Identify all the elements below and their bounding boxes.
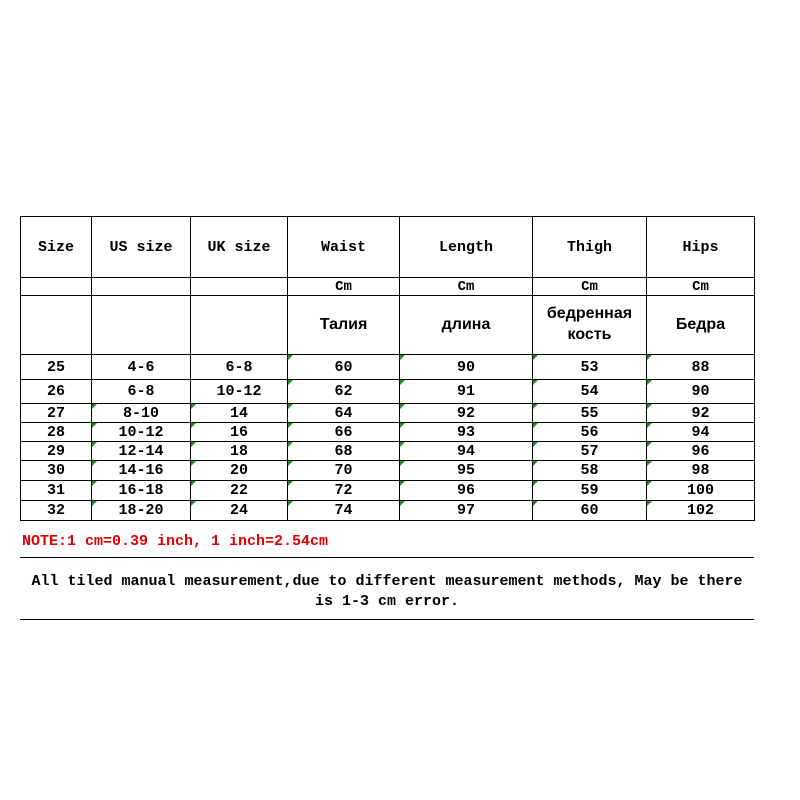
- table-row: [21, 481, 755, 501]
- cell-thigh: 57: [533, 442, 647, 461]
- cell-hips: 102: [647, 501, 755, 521]
- cell-size: 32: [21, 501, 92, 521]
- unit-waist: Cm: [288, 278, 400, 296]
- cell-us-size: 10-12: [92, 423, 191, 442]
- cell-length: 91: [400, 380, 533, 404]
- cell-thigh: 56: [533, 423, 647, 442]
- cell-size: 25: [21, 355, 92, 380]
- cell-waist: 60: [288, 355, 400, 380]
- cell-hips: 88: [647, 355, 755, 380]
- header-row: [21, 217, 755, 278]
- cell-length: 90: [400, 355, 533, 380]
- ru-label-hips: Бедра: [647, 296, 755, 355]
- cell-length: 92: [400, 404, 533, 423]
- cell-uk-size: 10-12: [191, 380, 288, 404]
- cell-us-size: 18-20: [92, 501, 191, 521]
- conversion-note: NOTE:1 cm=0.39 inch, 1 inch=2.54cm: [22, 533, 329, 550]
- ru-label-uk-size: [191, 296, 288, 355]
- cell-thigh: 60: [533, 501, 647, 521]
- cell-hips: 98: [647, 461, 755, 481]
- divider-top: [20, 557, 754, 558]
- cell-hips: 100: [647, 481, 755, 501]
- ru-label-length: длина: [400, 296, 533, 355]
- ru-label-thigh: бедренная кость: [533, 296, 647, 355]
- unit-us-size: [92, 278, 191, 296]
- header-size: Size: [21, 217, 92, 278]
- cell-hips: 96: [647, 442, 755, 461]
- cell-waist: 68: [288, 442, 400, 461]
- cell-us-size: 4-6: [92, 355, 191, 380]
- cell-us-size: 6-8: [92, 380, 191, 404]
- unit-hips: Cm: [647, 278, 755, 296]
- unit-thigh: Cm: [533, 278, 647, 296]
- cell-waist: 64: [288, 404, 400, 423]
- table-row: [21, 423, 755, 442]
- ru-label-us-size: [92, 296, 191, 355]
- cell-hips: 94: [647, 423, 755, 442]
- size-chart-table: [20, 216, 755, 521]
- cell-uk-size: 18: [191, 442, 288, 461]
- cell-uk-size: 24: [191, 501, 288, 521]
- cell-uk-size: 14: [191, 404, 288, 423]
- header-us-size: US size: [92, 217, 191, 278]
- unit-length: Cm: [400, 278, 533, 296]
- ru-label-size: [21, 296, 92, 355]
- cell-size: 31: [21, 481, 92, 501]
- cell-waist: 70: [288, 461, 400, 481]
- header-thigh: Thigh: [533, 217, 647, 278]
- table-row: [21, 501, 755, 521]
- cell-length: 94: [400, 442, 533, 461]
- cell-thigh: 58: [533, 461, 647, 481]
- unit-row: [21, 278, 755, 296]
- cell-uk-size: 20: [191, 461, 288, 481]
- measurement-disclaimer: All tiled manual measurement,due to different measurement methods, May be there is 1-3 cm error.: [31, 573, 743, 610]
- header-hips: Hips: [647, 217, 755, 278]
- unit-uk-size: [191, 278, 288, 296]
- cell-waist: 66: [288, 423, 400, 442]
- cell-uk-size: 16: [191, 423, 288, 442]
- ru-label-waist: Талия: [288, 296, 400, 355]
- cell-size: 30: [21, 461, 92, 481]
- cell-us-size: 14-16: [92, 461, 191, 481]
- cell-length: 95: [400, 461, 533, 481]
- cell-us-size: 8-10: [92, 404, 191, 423]
- cell-size: 26: [21, 380, 92, 404]
- unit-size: [21, 278, 92, 296]
- cell-hips: 90: [647, 380, 755, 404]
- divider-bottom: [20, 619, 754, 620]
- header-uk-size: UK size: [191, 217, 288, 278]
- table-row: [21, 442, 755, 461]
- cell-waist: 72: [288, 481, 400, 501]
- cell-uk-size: 22: [191, 481, 288, 501]
- table-row: [21, 380, 755, 404]
- cell-thigh: 55: [533, 404, 647, 423]
- cell-thigh: 54: [533, 380, 647, 404]
- cell-waist: 62: [288, 380, 400, 404]
- header-length: Length: [400, 217, 533, 278]
- cell-size: 28: [21, 423, 92, 442]
- header-waist: Waist: [288, 217, 400, 278]
- cell-length: 93: [400, 423, 533, 442]
- cell-thigh: 53: [533, 355, 647, 380]
- table-row: [21, 355, 755, 380]
- cell-us-size: 16-18: [92, 481, 191, 501]
- russian-label-row: [21, 296, 755, 355]
- cell-size: 29: [21, 442, 92, 461]
- cell-hips: 92: [647, 404, 755, 423]
- table-row: [21, 461, 755, 481]
- table-row: [21, 404, 755, 423]
- cell-length: 96: [400, 481, 533, 501]
- cell-uk-size: 6-8: [191, 355, 288, 380]
- cell-thigh: 59: [533, 481, 647, 501]
- cell-size: 27: [21, 404, 92, 423]
- cell-waist: 74: [288, 501, 400, 521]
- cell-length: 97: [400, 501, 533, 521]
- cell-us-size: 12-14: [92, 442, 191, 461]
